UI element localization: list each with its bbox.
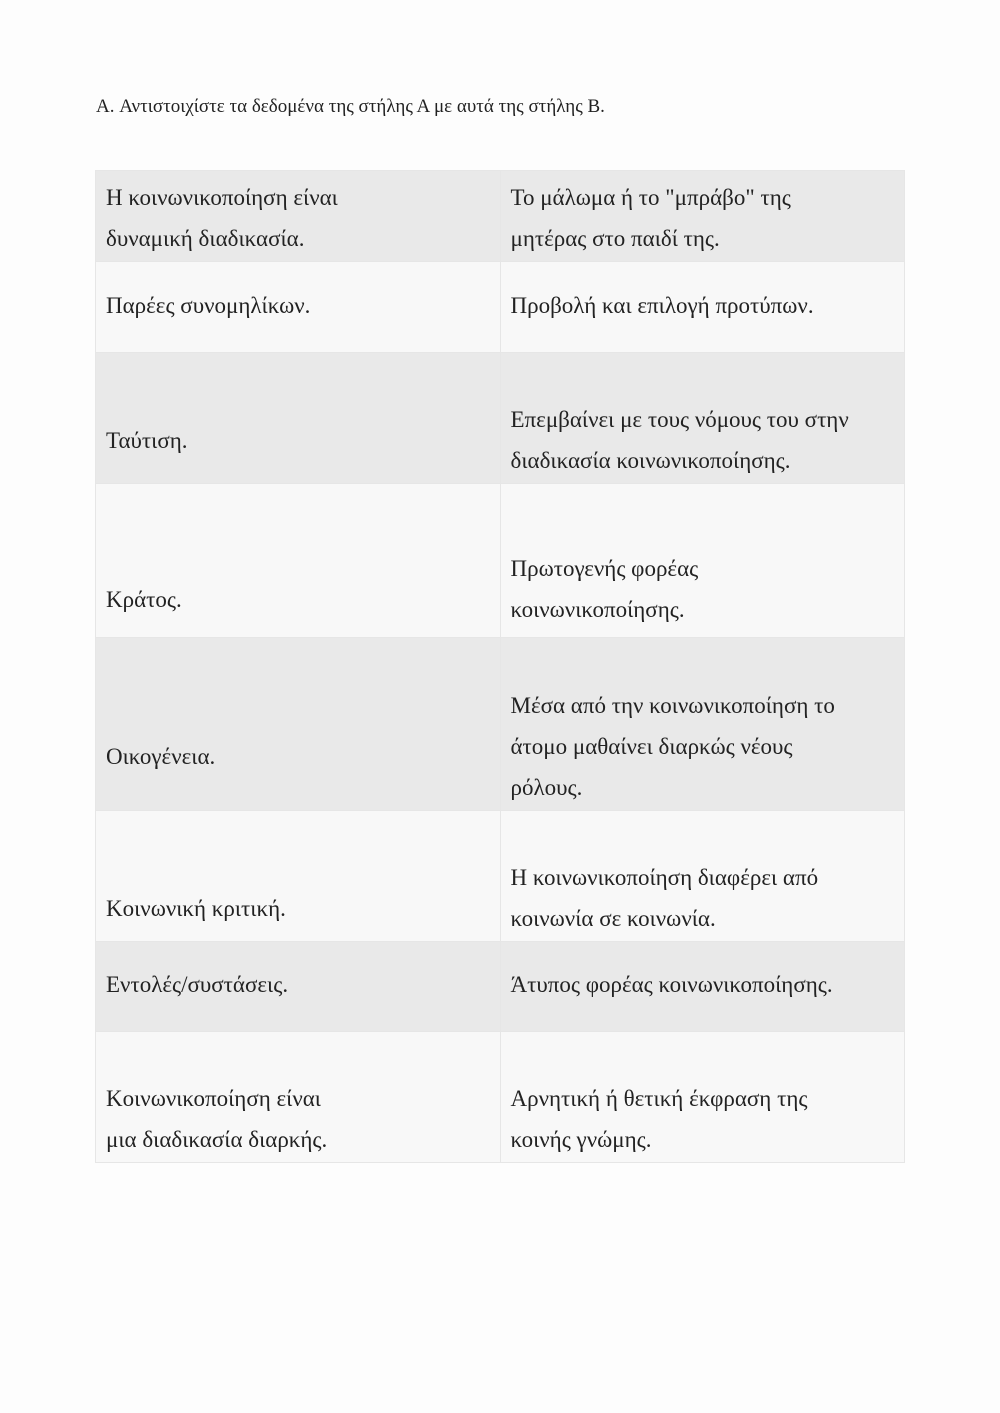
column-a-text: Οικογένεια. <box>106 743 216 769</box>
column-a-cell[interactable] <box>96 638 501 811</box>
table-row <box>96 1032 905 1163</box>
column-a-text: Κοινωνικοποίηση είναι μια διαδικασία διαρκής. <box>106 1086 328 1152</box>
column-b-cell[interactable] <box>500 262 905 353</box>
table-row <box>96 262 905 353</box>
table-row <box>96 171 905 262</box>
column-a-text: Ταύτιση. <box>106 427 188 453</box>
column-b-text: Επεμβαίνει με τους νόμους του στην διαδικασία κοινωνικοποίησης. <box>510 407 849 473</box>
column-b-text: Άτυπος φορέας κοινωνικοποίησης. <box>510 972 833 997</box>
column-a-text: Εντολές/συστάσεις. <box>106 972 289 997</box>
table-row <box>96 353 905 484</box>
column-b-text: Η κοινωνικοποίηση διαφέρει από κοινωνία σε κοινωνία. <box>510 865 819 931</box>
column-b-text: Το μάλωμα ή το "μπράβο" της μητέρας στο παιδί της. <box>510 184 791 251</box>
column-a-cell[interactable] <box>96 484 501 638</box>
column-a-cell[interactable] <box>96 353 501 484</box>
instruction-text: A. Αντιστοιχίστε τα δεδομένα της στήλης Α με αυτά της στήλης Β. <box>96 96 605 117</box>
table-row <box>96 638 905 811</box>
column-b-cell[interactable] <box>500 1032 905 1163</box>
column-b-cell[interactable] <box>500 171 905 262</box>
column-b-text: Προβολή και επιλογή προτύπων. <box>510 292 814 318</box>
column-a-cell[interactable] <box>96 942 501 1032</box>
column-b-cell[interactable] <box>500 353 905 484</box>
column-a-cell[interactable] <box>96 811 501 942</box>
column-b-text: Μέσα από την κοινωνικοποίηση το άτομο μαθαίνει διαρκώς νέους ρόλους. <box>510 692 835 800</box>
column-a-text: Κοινωνική κριτική. <box>106 895 286 921</box>
column-a-cell[interactable] <box>96 262 501 353</box>
column-a-text: Παρέες συνομηλίκων. <box>106 292 311 318</box>
table-row <box>96 484 905 638</box>
table-row <box>96 811 905 942</box>
column-a-cell[interactable] <box>96 171 501 262</box>
column-a-text: Η κοινωνικοποίηση είναι δυναμική διαδικασία. <box>106 184 338 251</box>
table-row <box>96 942 905 1032</box>
column-b-text: Πρωτογενής φορέας κοινωνικοποίησης. <box>510 555 699 622</box>
column-b-cell[interactable] <box>500 484 905 638</box>
column-b-text: Αρνητική ή θετική έκφραση της κοινής γνώμης. <box>510 1086 808 1152</box>
column-a-cell[interactable] <box>96 1032 501 1163</box>
column-a-text: Κράτος. <box>106 586 182 612</box>
matching-table <box>95 170 905 1163</box>
column-b-cell[interactable] <box>500 638 905 811</box>
column-b-cell[interactable] <box>500 942 905 1032</box>
column-b-cell[interactable] <box>500 811 905 942</box>
